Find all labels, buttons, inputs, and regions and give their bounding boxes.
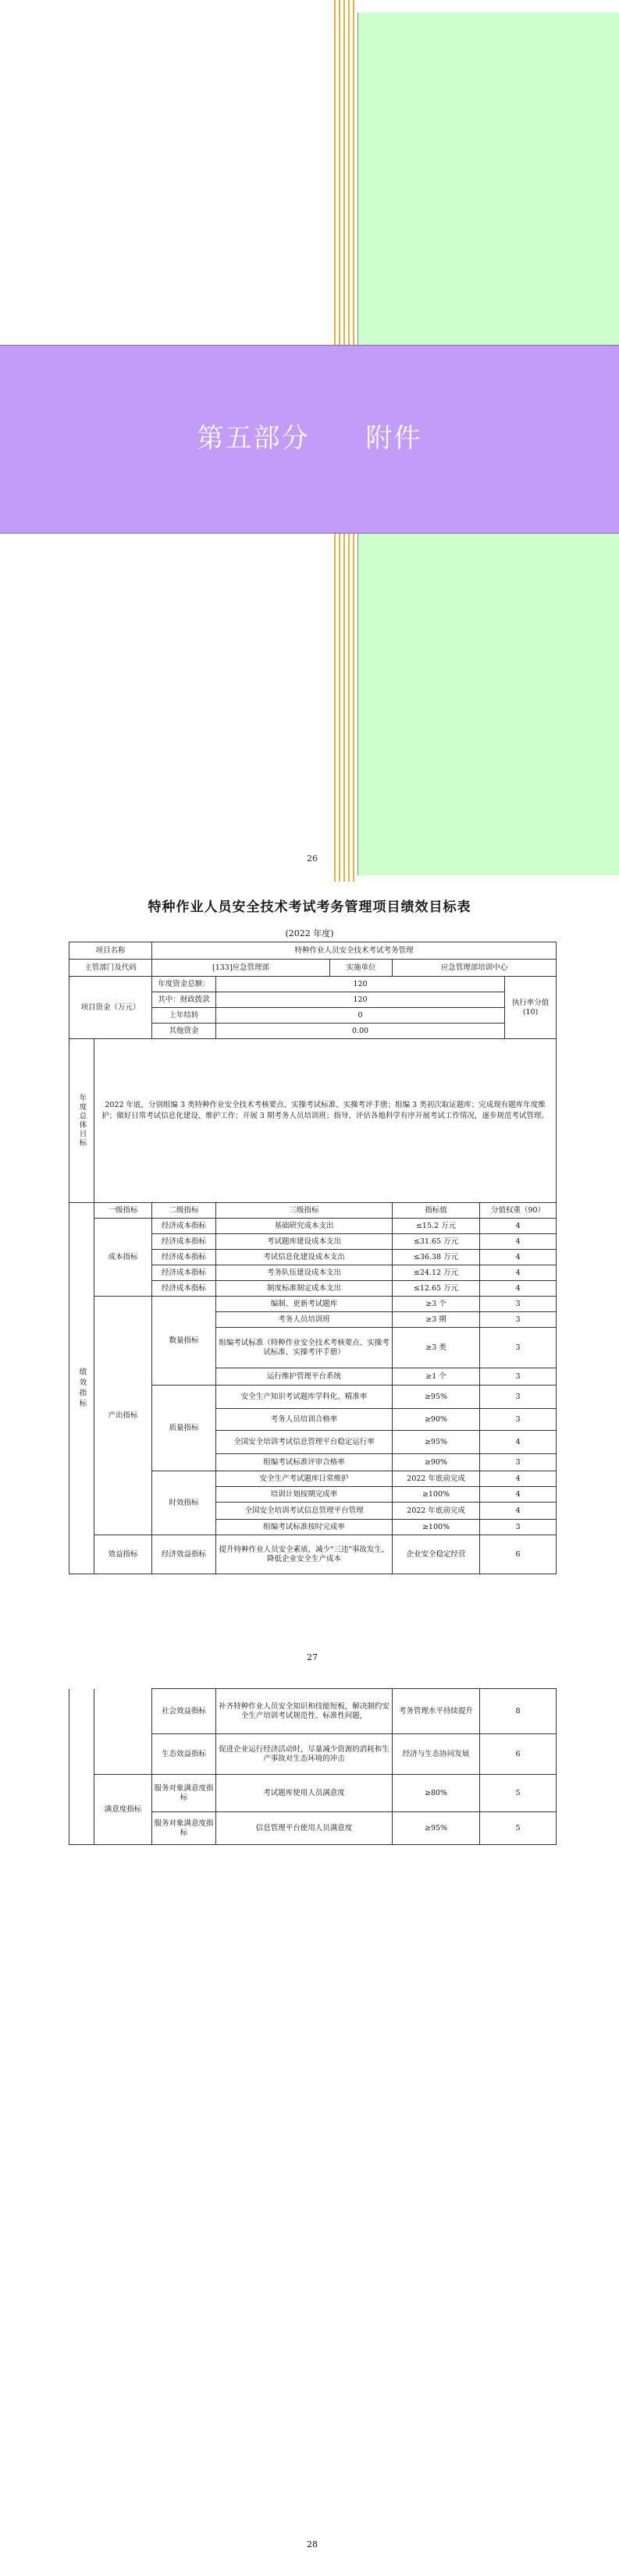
level3-cell: 组编考试标准按时完成率 — [216, 1520, 393, 1535]
weight-cell: 3 — [480, 1328, 557, 1368]
value-cell: ≥3 类 — [393, 1328, 480, 1368]
header-level3: 三级指标 — [216, 1203, 393, 1219]
level3-cell: 考试信息化建设成本支出 — [216, 1250, 393, 1265]
output-indicator-label: 产出指标 — [94, 1297, 152, 1535]
level3-cell: 考试题库建设成本支出 — [216, 1234, 393, 1250]
weight-cell: 4 — [480, 1219, 557, 1234]
weight-cell: 8 — [480, 1689, 557, 1734]
level3-cell: 培训计划按期完成率 — [216, 1487, 393, 1503]
level3-cell: 安全生产知识考试题库学科化、精准率 — [216, 1386, 393, 1409]
level3-cell: 补齐特种作业人员安全知识和技能短板，解决制约安全生产培训考试规范性、标准性问题， — [216, 1689, 393, 1734]
value-cell: 2022 年底前完成 — [393, 1471, 480, 1487]
header-value: 指标值 — [393, 1203, 480, 1219]
weight-cell: 6 — [480, 1734, 557, 1775]
weight-cell: 4 — [480, 1431, 557, 1454]
performance-table-continued — [69, 1688, 557, 1845]
weight-cell: 5 — [480, 1775, 557, 1812]
quality-indicator-label: 质量指标 — [152, 1386, 216, 1471]
value-cell: 2022 年底前完成 — [393, 1503, 480, 1520]
value-cell: 考务管理水平持续提升 — [393, 1689, 480, 1734]
level3-cell: 考试题库使用人员满意度 — [216, 1775, 393, 1812]
value-cell: ≤36.38 万元 — [393, 1250, 480, 1265]
level2-cell: 经济成本指标 — [152, 1265, 216, 1281]
weight-cell: 5 — [480, 1812, 557, 1845]
level3-cell: 信息管理平台使用人员满意度 — [216, 1812, 393, 1845]
benefit-indicator-label: 效益指标 — [94, 1535, 152, 1574]
value-cell: ≥95% — [393, 1431, 480, 1454]
dept-value: [133]应急管理部 — [152, 960, 330, 977]
level3-cell: 组编考试标准（特种作业安全技术考核要点、实操考试标准、实操考评手册） — [216, 1328, 393, 1368]
performance-table — [69, 942, 557, 1574]
weight-cell: 3 — [480, 1520, 557, 1535]
project-name-label: 项目名称 — [69, 942, 152, 960]
value-cell: 企业安全稳定经营 — [393, 1535, 480, 1574]
weight-cell: 4 — [480, 1487, 557, 1503]
level2-cell: 服务对象满意度指标 — [152, 1775, 216, 1812]
level3-cell: 全国安全培训考试信息管理平台管理 — [216, 1503, 393, 1520]
funds-row-value: 120 — [216, 977, 505, 992]
weight-cell: 4 — [480, 1250, 557, 1265]
quantity-indicator-label: 数量指标 — [152, 1297, 216, 1386]
level2-cell: 服务对象满意度指标 — [152, 1812, 216, 1845]
level2-cell: 经济成本指标 — [152, 1281, 216, 1297]
level2-cell: 生态效益指标 — [152, 1734, 216, 1775]
page-number: 27 — [307, 1652, 318, 1662]
annual-goal-label: 年度总体目标 — [69, 1039, 94, 1203]
weight-cell: 4 — [480, 1265, 557, 1281]
document-year: (2022 年度) — [285, 928, 334, 939]
level3-cell: 促进企业运行经济活动时，尽量减少资源的消耗和生产事故对生态环境的冲击 — [216, 1734, 393, 1775]
weight-cell: 3 — [480, 1368, 557, 1386]
level3-cell: 制度标准制定成本支出 — [216, 1281, 393, 1297]
weight-cell: 3 — [480, 1297, 557, 1312]
level2-cell: 经济成本指标 — [152, 1234, 216, 1250]
value-cell: ≥100% — [393, 1520, 480, 1535]
header-level2: 二级指标 — [152, 1203, 216, 1219]
weight-cell: 4 — [480, 1281, 557, 1297]
level3-cell: 考务队伍建设成本支出 — [216, 1265, 393, 1281]
value-cell: ≥3 个 — [393, 1297, 480, 1312]
unit-label: 实施单位 — [330, 960, 393, 977]
level3-cell: 考务人员培训合格率 — [216, 1409, 393, 1431]
level3-cell: 运行维护管理平台系统 — [216, 1368, 393, 1386]
funds-row-label: 上年结转 — [152, 1008, 216, 1024]
weight-cell: 4 — [480, 1503, 557, 1520]
time-indicator-label: 时效指标 — [152, 1471, 216, 1535]
level3-cell: 考务人员培训班 — [216, 1312, 393, 1328]
cover-title: 第五部分 附件 — [197, 423, 422, 454]
unit-value: 应急管理部培训中心 — [393, 960, 557, 977]
value-cell: ≥90% — [393, 1409, 480, 1431]
value-cell: ≥100% — [393, 1487, 480, 1503]
level3-cell: 全国安全培训考试信息管理平台稳定运行率 — [216, 1431, 393, 1454]
value-cell: 经济与生态协同发展 — [393, 1734, 480, 1775]
value-cell: ≥95% — [393, 1812, 480, 1845]
funds-row-value: 120 — [216, 992, 505, 1008]
exec-rate-label: 执行率分值(10) — [505, 977, 557, 1039]
dept-label: 主管部门及代码 — [69, 960, 152, 977]
indicator-continued-cell — [69, 1689, 94, 1845]
level2-cell: 社会效益指标 — [152, 1689, 216, 1734]
funds-row-value: 0.00 — [216, 1024, 505, 1039]
value-cell: ≥90% — [393, 1454, 480, 1471]
indicator-label: 绩效指标 — [69, 1203, 94, 1574]
value-cell: ≥95% — [393, 1386, 480, 1409]
cover-page — [0, 0, 619, 882]
value-cell: ≤31.65 万元 — [393, 1234, 480, 1250]
value-cell: ≤24.12 万元 — [393, 1265, 480, 1281]
level3-cell: 安全生产考试题库日常维护 — [216, 1471, 393, 1487]
value-cell: ≤15.2 万元 — [393, 1219, 480, 1234]
level2-cell: 经济效益指标 — [152, 1535, 216, 1574]
weight-cell: 4 — [480, 1471, 557, 1487]
project-name-value: 特种作业人员安全技术考试考务管理 — [152, 942, 557, 960]
level2-cell: 经济成本指标 — [152, 1219, 216, 1234]
weight-cell: 3 — [480, 1312, 557, 1328]
header-level1: 一级指标 — [94, 1203, 152, 1219]
satisfaction-indicator-label: 满意度指标 — [94, 1775, 152, 1845]
level2-cell: 经济成本指标 — [152, 1250, 216, 1265]
value-cell: ≥1 个 — [393, 1368, 480, 1386]
annual-goal-text: 2022 年底，分别组编 3 类特种作业安全技术考核要点、实操考试标准、实操考评手册；组编 3 类初次取证题库；完成现有题库年度维护；做好日常考试信息化建设、维护工作；开展 3 期考务人员培训班；指导、评估各地科学有序开展考试工作情况，逐步规范考试管理。 — [94, 1039, 557, 1203]
page-number: 28 — [307, 2539, 318, 2549]
page-number: 26 — [307, 853, 318, 864]
benefit-continued-cell — [94, 1689, 152, 1775]
funds-label: 项目资金（万元） — [69, 977, 152, 1039]
cost-indicator-label: 成本指标 — [94, 1219, 152, 1297]
level3-cell: 编制、更新考试题库 — [216, 1297, 393, 1312]
document-title: 特种作业人员安全技术考试考务管理项目绩效目标表 — [148, 899, 471, 915]
weight-cell: 3 — [480, 1386, 557, 1409]
weight-cell: 3 — [480, 1409, 557, 1431]
value-cell: ≥3 期 — [393, 1312, 480, 1328]
value-cell: ≤12.65 万元 — [393, 1281, 480, 1297]
funds-row-label: 年度资金总额： — [152, 977, 216, 992]
level3-cell: 基础研究成本支出 — [216, 1219, 393, 1234]
level3-cell: 提升特种作业人员安全素质，减少"三违"事故发生，降低企业安全生产成本 — [216, 1535, 393, 1574]
funds-row-value: 0 — [216, 1008, 505, 1024]
level3-cell: 组编考试标准评审合格率 — [216, 1454, 393, 1471]
weight-cell: 6 — [480, 1535, 557, 1574]
header-weight: 分值权重（90） — [480, 1203, 557, 1219]
funds-row-label: 其他资金 — [152, 1024, 216, 1039]
weight-cell: 3 — [480, 1454, 557, 1471]
funds-row-label: 其中：财政拨款 — [152, 992, 216, 1008]
weight-cell: 4 — [480, 1234, 557, 1250]
value-cell: ≥80% — [393, 1775, 480, 1812]
